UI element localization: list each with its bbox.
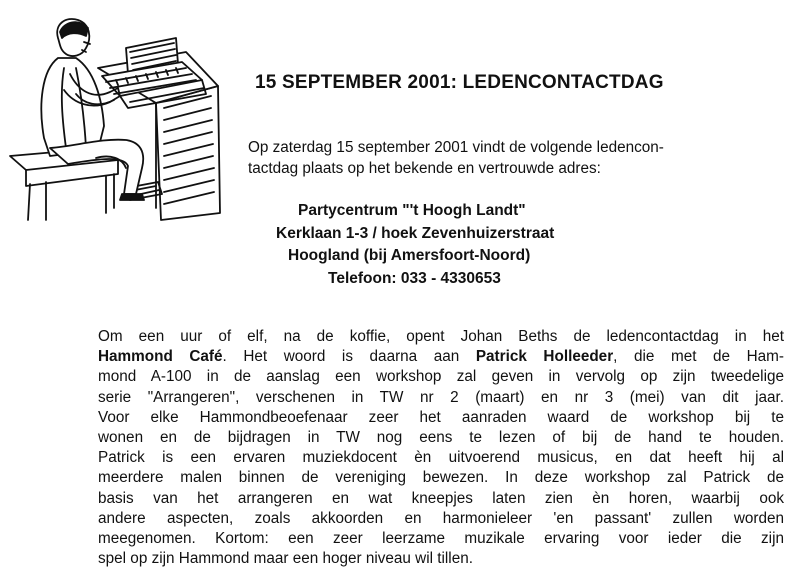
bold-term: Hammond Café (98, 348, 223, 366)
body-line: Hammond Café. Het woord is daarna aan Patrick Holleeder, die met de Ham- (98, 348, 784, 366)
body-line: Om een uur of elf, na de koffie, opent Johan Beths de ledencontactdag in het (98, 328, 784, 345)
intro-line: Op zaterdag 15 september 2001 vindt de volgende ledencon- (248, 139, 664, 156)
body-paragraph (98, 327, 784, 569)
page-title: 15 SEPTEMBER 2001: LEDENCONTACTDAG (255, 72, 664, 93)
body-line: meegenomen. Kortom: een zeer leerzame muzikale ervaring voor ieder die zijn (98, 530, 784, 548)
body-line: Voor elke Hammondbeoefenaar zeer het aanraden waard de workshop bij te (98, 408, 784, 426)
organ-player-icon (6, 8, 226, 222)
body-line: wonen en de bijdragen in TW nog eens te lezen of bij de hand te houden. (98, 429, 784, 447)
body-line: andere aspecten, zoals akkoorden en harmonieleer 'en passant' zullen worden (98, 509, 784, 527)
intro-paragraph (248, 137, 778, 179)
body-line: Patrick is een ervaren muziekdocent èn uitvoerend musicus, en dat heeft hij al (98, 449, 784, 467)
body-line: spel op zijn Hammond maar een hoger niveau wil tillen. (98, 550, 473, 568)
body-line: serie "Arrangeren", verschenen in TW nr 2 (maart) en nr 3 (mei) van dit jaar. (98, 388, 784, 406)
venue-name: Partycentrum "'t Hoogh Landt" (298, 202, 526, 219)
bold-term: Patrick Holleeder (475, 348, 614, 366)
street-address: Kerklaan 1-3 / hoek Zevenhuizerstraat (276, 224, 555, 242)
address-block (276, 200, 555, 290)
phone-number: Telefoon: 033 - 4330653 (328, 269, 501, 287)
intro-line: tactdag plaats op het bekende en vertrouwde adres: (248, 160, 601, 177)
body-line: basis van het arrangeren en wat kneepjes laten zien èn horen, waarbij ook (98, 489, 784, 507)
city: Hoogland (bij Amersfoort-Noord) (288, 247, 531, 264)
body-line: meerdere malen binnen de vereniging bewezen. In deze workshop zal Patrick de (98, 469, 784, 487)
body-line: mond A-100 in de aanslag een workshop zal geven in vervolg op zijn tweedelige (98, 368, 784, 386)
